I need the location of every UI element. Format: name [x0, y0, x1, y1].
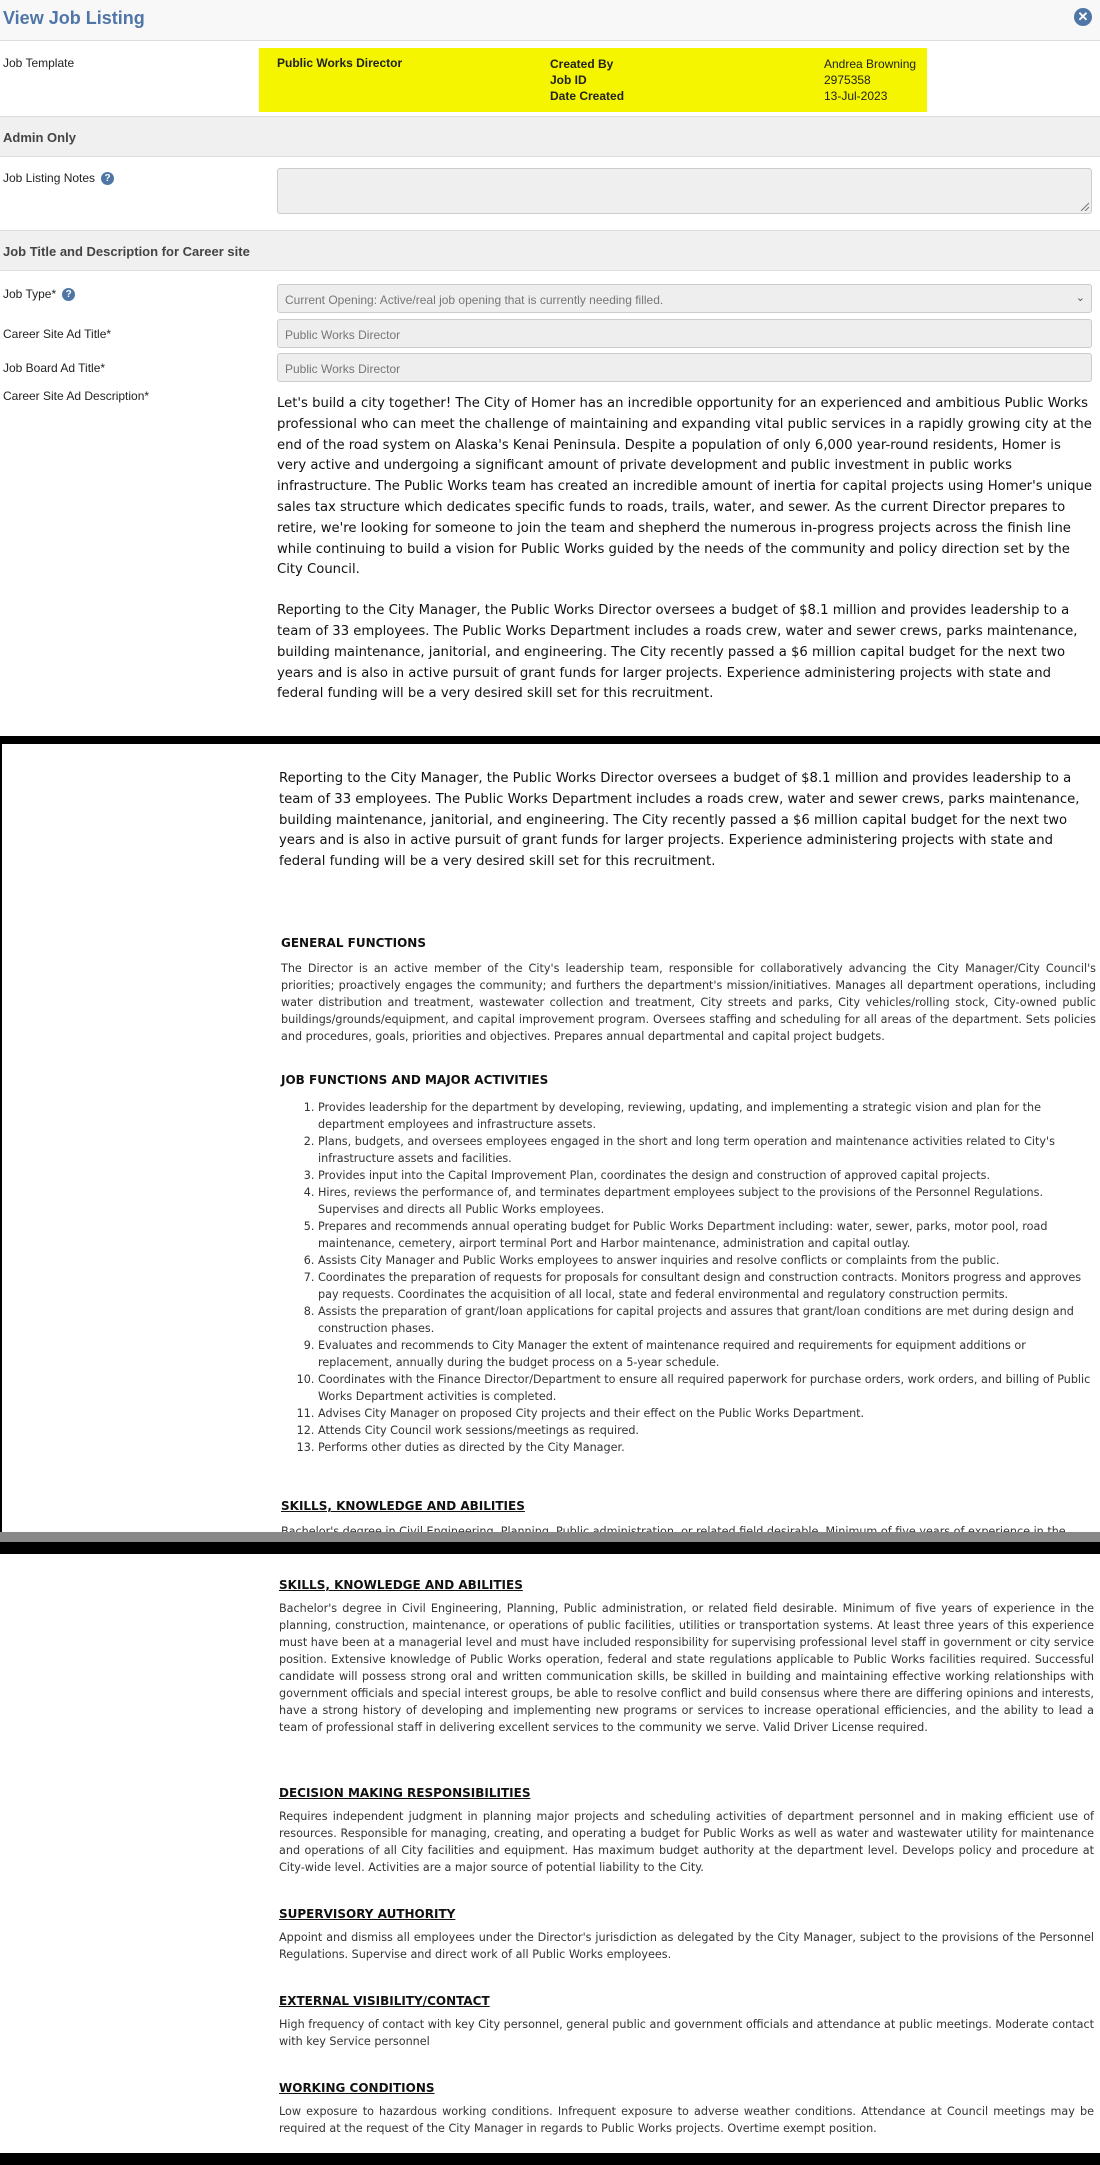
section-title: Admin Only [3, 130, 76, 145]
external-heading: EXTERNAL VISIBILITY/CONTACT [279, 1994, 490, 2008]
career-site-ad-description-label: Career Site Ad Description* [3, 389, 150, 403]
job-id-value: 2975358 [824, 73, 871, 87]
supervisory-text: Appoint and dismiss all employees under the Director's jurisdiction as delegated by the City Manager, subject to the provisions of the Personnel Regulations. Supervise and direct work of all Public Works employees. [279, 1931, 1094, 1961]
created-by-label: Created By [550, 57, 614, 71]
list-item: 13. Performs other duties as directed by the City Manager. [318, 1439, 1096, 1456]
list-item: 9. Evaluates and recommends to City Manager the extent of maintenance required and requirements for equipment additions or replacement, annually during the budget process on a 5-year schedule. [318, 1337, 1096, 1371]
scrollbar[interactable] [0, 1532, 1100, 1542]
skills-heading: SKILLS, KNOWLEDGE AND ABILITIES [279, 1578, 523, 1592]
list-item: 12. Attends City Council work sessions/meetings as required. [318, 1422, 1096, 1439]
created-by-value: Andrea Browning [824, 57, 917, 71]
decision-making-block [279, 1785, 1094, 1876]
help-icon[interactable]: ? [62, 288, 75, 301]
date-created-label: Date Created [550, 89, 625, 103]
general-functions-block [281, 935, 1096, 1045]
dialog-header [0, 0, 1100, 41]
list-item: 5. Prepares and recommends annual operating budget for Public Works Department including: water, sewer, parks, motor pool, road maintenance, cemetery, airport terminal Port and Harbor maintenance, administration and capital outlay. [318, 1218, 1096, 1252]
job-id-label: Job ID [550, 73, 587, 87]
job-type-label: Job Type* ? [3, 287, 75, 301]
list-item: 7. Coordinates the preparation of requests for proposals for consultant design and construction contracts. Monitors progress and approves pay requests. Coordinates the acquisition of all local, state and federal environmental and regulatory construction permits. [318, 1269, 1096, 1303]
chevron-down-icon: ⌄ [1075, 292, 1085, 304]
template-meta-labels [550, 56, 624, 104]
date-created-value: 13-Jul-2023 [824, 89, 888, 103]
template-name: Public Works Director [277, 56, 403, 70]
job-board-ad-title-label: Job Board Ad Title* [3, 361, 106, 375]
job-functions-list [318, 1099, 1096, 1456]
career-site-ad-title-input[interactable]: Public Works Director [277, 319, 1092, 348]
job-template-label: Job Template [3, 56, 75, 70]
page-title: View Job Listing [3, 8, 145, 28]
supervisory-heading: SUPERVISORY AUTHORITY [279, 1907, 456, 1921]
working-text: Low exposure to hazardous working conditions. Infrequent exposure to adverse weather conditions. Attendance at Council meetings may be required at the request of the City Manager in regards to Public Works projects. Overtime exempt position. [279, 2105, 1094, 2135]
list-item: 2. Plans, budgets, and oversees employees engaged in the short and long term operation and maintenance activities related to City's infrastructure assets and facilities. [318, 1133, 1096, 1167]
working-heading: WORKING CONDITIONS [279, 2081, 435, 2095]
resize-handle-icon[interactable] [1079, 201, 1089, 211]
job-type-select[interactable]: Current Opening: Active/real job opening that is currently needing filled. ⌄ [277, 284, 1092, 313]
divider [0, 2153, 1100, 2165]
job-template-summary [259, 48, 927, 112]
intro-paragraph: Let's build a city together! The City of Homer has an incredible opportunity for an experienced and ambitious Public Works professional who can meet the challenge of maintaining and expanding vital public services in a rapidly growing city at the end of the road system on Alaska's Kenai Peninsula. Despite a population of only 6,000 year-round residents, Homer is very active and undergoing a significant amount of private development and public investment in public works infrastructure. The Public Works team has created an incredible amount of inertia for capital projects using Homer's unique sales tax structure which dedicates specific funds to roads, trails, water, and sewer. As the current Director prepares to retire, we're looking for someone to join the team and shepherd the numerous in-progress projects across the finish line while continuing to build a vision for Public Works guided by the needs of the community and policy direction set by the City Council. [277, 396, 1093, 578]
job-listing-notes-input[interactable] [277, 168, 1092, 214]
divider [0, 1542, 1100, 1554]
list-item: 8. Assists the preparation of grant/loan applications for capital projects and assures that grant/loan conditions are met during design and construction phases. [318, 1303, 1096, 1337]
working-conditions-block [279, 2080, 1094, 2137]
divider [0, 736, 1100, 744]
help-icon[interactable]: ? [101, 172, 114, 185]
job-functions-block [281, 1072, 1096, 1456]
external-visibility-block [279, 1993, 1094, 2050]
supervisory-block [279, 1906, 1094, 1963]
general-functions-text: The Director is an active member of the City's leadership team, responsible for collaboratively advancing the City Manager/City Council's priorities; proactively engages the community; and furthers the department's mission/initiatives. Manages all department operations, including water distribution and treatment, wastewater collection and treatment, City streets and parks, City vehicles/rolling stock, City-owned public buildings/grounds/equipment, and capital improvement program. Oversees staffing and scheduling for all areas of the department. Sets policies and procedures, goals, priorities and objectives. Prepares annual departmental and capital project budgets. [281, 962, 1096, 1043]
decision-heading: DECISION MAKING RESPONSIBILITIES [279, 1786, 531, 1800]
template-meta-values [824, 56, 916, 104]
list-item: 1. Provides leadership for the department by developing, reviewing, updating, and implementing a strategic vision and plan for the department employees and infrastructure assets. [318, 1099, 1096, 1133]
ad-description-text [277, 394, 1093, 725]
list-item: 4. Hires, reviews the performance of, and terminates department employees subject to the provisions of the Personnel Regulations. Supervises and directs all Public Works employees. [318, 1184, 1096, 1218]
external-text: High frequency of contact with key City personnel, general public and government officials and attendance at public meetings. Moderate contact with key Service personnel [279, 2018, 1094, 2048]
reporting-paragraph-repeat: Reporting to the City Manager, the Public Works Director oversees a budget of $8.1 million and provides leadership to a team of 33 employees. The Public Works Department includes a roads crew, water and sewer crews, parks maintenance, building maintenance, janitorial, and engineering. The City recently passed a $6 million capital budget for the next two years and is also in active pursuit of grant funds for larger projects. Experience administering projects with state and federal funding will be a very desired skill set for this recruitment. [279, 771, 1080, 870]
section-title: Job Title and Description for Career site [3, 244, 250, 259]
admin-only-section [0, 116, 1100, 157]
close-icon[interactable]: ✕ [1074, 8, 1092, 26]
list-item: 11. Advises City Manager on proposed City projects and their effect on the Public Works Department. [318, 1405, 1096, 1422]
list-item: 10. Coordinates with the Finance Director/Department to ensure all required paperwork for purchase orders, work orders, and billing of Public Works Department activities is completed. [318, 1371, 1096, 1405]
skills-heading: SKILLS, KNOWLEDGE AND ABILITIES [281, 1499, 525, 1513]
job-board-ad-title-input[interactable]: Public Works Director [277, 353, 1092, 382]
career-site-ad-title-label: Career Site Ad Title* [3, 327, 112, 341]
reporting-paragraph: Reporting to the City Manager, the Public Works Director oversees a budget of $8.1 million and provides leadership to a team of 33 employees. The Public Works Department includes a roads crew, water and sewer crews, parks maintenance, building maintenance, janitorial, and engineering. The City recently passed a $6 million capital budget for the next two years and is also in active pursuit of grant funds for larger projects. Experience administering projects with state and federal funding will be a very desired skill set for this recruitment. [277, 603, 1078, 702]
list-item: 6. Assists City Manager and Public Works employees to answer inquiries and resolve conflicts or complaints from the public. [318, 1252, 1096, 1269]
scrolled-view-frame [0, 744, 1100, 1546]
job-functions-heading: JOB FUNCTIONS AND MAJOR ACTIVITIES [281, 1073, 549, 1087]
general-functions-heading: GENERAL FUNCTIONS [281, 936, 426, 950]
job-listing-notes-label: Job Listing Notes ? [3, 171, 114, 185]
career-site-section [0, 230, 1100, 271]
list-item: 3. Provides input into the Capital Improvement Plan, coordinates the design and construction of approved capital projects. [318, 1167, 1096, 1184]
skills-text: Bachelor's degree in Civil Engineering, Planning, Public administration, or related field desirable. Minimum of five years of experience in the planning, construction, maintenance, or operations of public facilities, utilities or transportation systems. At least three years of this experience must have been at a managerial level and must have included responsibility for supervising professional level staff in government or city service position. Extensive knowledge of Public Works operation, federal and state regulations applicable to Public Works facilities required. Successful candidate will possess strong oral and written communication skills, be skilled in building and maintaining effective working relationships with government officials and special interest groups, be able to resolve conflict and build consensus where there are differing opinions and interests, have a strong history of developing and implementing new programs or services to increase operational efficiencies, and the ability to lead a team of professional staff in delivering excellent services to the community we serve. Valid Driver License required. [279, 1602, 1094, 1734]
decision-text: Requires independent judgment in planning major projects and scheduling activities of department personnel and in making efficient use of resources. Responsible for managing, creating, and operating a budget for Public Works as well as water and wastewater utility for maintenance and operations of all City facilities and equipment. Has maximum budget authority at the department level. Develops policy and procedure at City-wide level. Activities are a major source of potential liability to the City. [279, 1810, 1094, 1874]
skills-block [279, 1577, 1094, 1736]
